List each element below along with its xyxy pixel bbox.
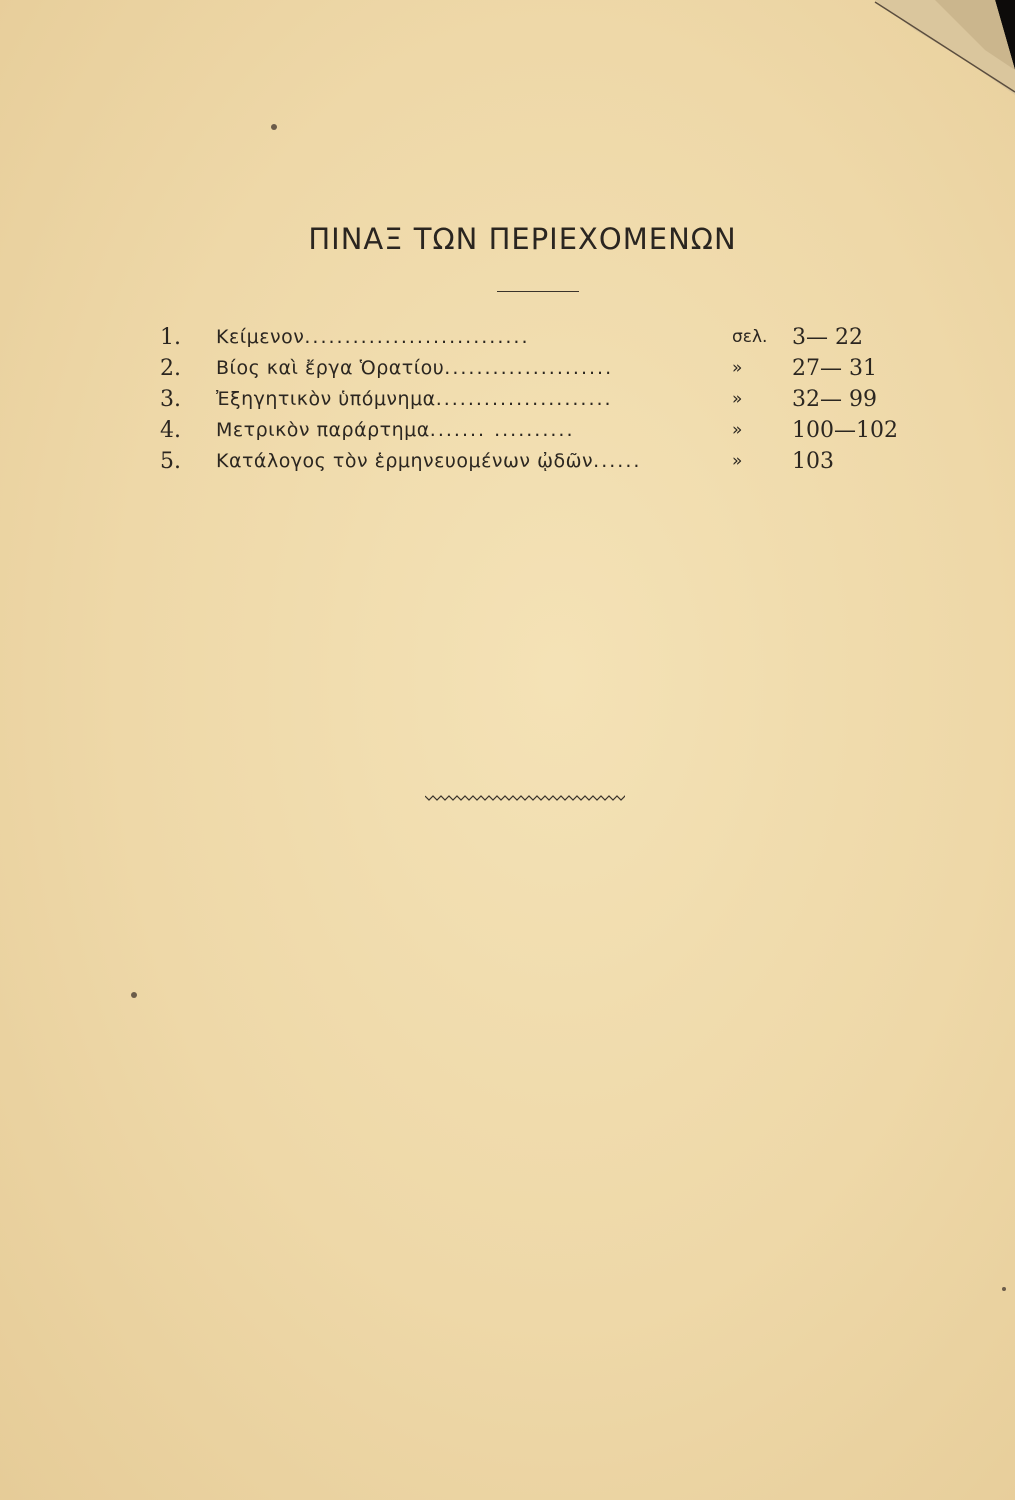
toc-entry (160, 446, 920, 477)
toc-entry-pages: 27— 31 (792, 356, 877, 381)
toc-entry-page-marker: » (732, 451, 743, 471)
toc-entry-number: 1. (160, 325, 181, 350)
toc-entry-page-marker: σελ. (732, 327, 768, 347)
toc-entry-title: Βίος καὶ ἔργα Ὁρατίου..................... (216, 357, 614, 379)
title-divider (497, 291, 579, 292)
toc-entry-number: 2. (160, 356, 181, 381)
toc-entry-title: Κείμενον............................ (216, 326, 530, 348)
leader-dots: ...................... (435, 388, 613, 410)
paper-speck (271, 124, 277, 130)
toc-entry-page-marker: » (732, 420, 743, 440)
toc-entry-title: Μετρικὸν παράρτημα....... .......... (216, 419, 575, 441)
toc-entry-pages: 32— 99 (792, 387, 877, 412)
toc-entry (160, 353, 920, 384)
toc-entry-title: Ἐξηγητικὸν ὑπόμνημα...................... (216, 388, 613, 410)
leader-dots: ............................ (304, 326, 530, 348)
toc-entry-pages: 100—102 (792, 418, 898, 443)
paper-speck (131, 992, 137, 998)
leader-dots: ..................... (444, 357, 614, 379)
table-of-contents (160, 322, 920, 477)
paper-speck (1002, 1287, 1006, 1291)
toc-entry-pages: 3— 22 (792, 325, 863, 350)
toc-entry (160, 322, 920, 353)
toc-entry (160, 384, 920, 415)
toc-entry-number: 4. (160, 418, 181, 443)
wavy-ornament (425, 790, 625, 806)
page-corner-tear (815, 0, 1015, 110)
leader-dots: ...... (593, 450, 642, 472)
toc-entry-pages: 103 (792, 449, 834, 474)
toc-entry-number: 5. (160, 449, 181, 474)
toc-entry (160, 415, 920, 446)
toc-entry-page-marker: » (732, 358, 743, 378)
toc-entry-number: 3. (160, 387, 181, 412)
leader-dots: ....... .......... (429, 419, 575, 441)
page-title: ΠΙΝΑΞ ΤΩΝ ΠΕΡΙΕΧΟΜΕΝΩΝ (308, 222, 737, 256)
toc-entry-title: Κατάλογος τὸν ἑρμηνευομένων ᾠδῶν...... (216, 450, 642, 472)
toc-entry-page-marker: » (732, 389, 743, 409)
